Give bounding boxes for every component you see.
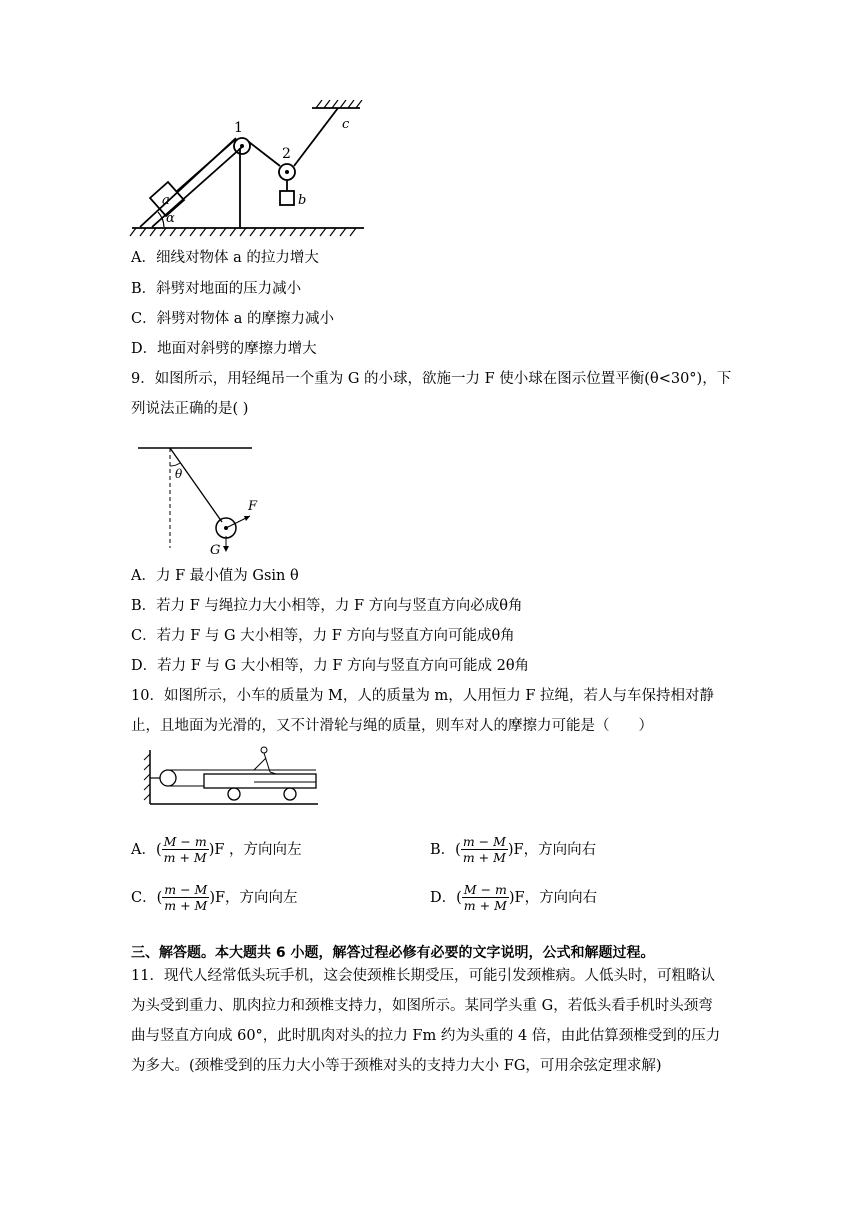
q10-option-b-letter: B．( [430,841,461,858]
q10-option-d-denominator: m + M [463,898,507,913]
q10-option-d-fraction [462,882,509,913]
q10-option-c-fraction [162,882,209,913]
q10-option-c-denominator: m + M [164,898,208,913]
q10-option-a-numerator: M − m [163,834,207,849]
q11-line-4: 为多大。(颈椎受到的压力大小等于颈椎对头的支持力大小 FG，可用余弦定理求解) [131,1058,662,1074]
q9-label-f: F [248,499,258,514]
q8-label-alpha: α [166,211,175,226]
q8-option-b: B．斜劈对地面的压力减小 [131,281,302,297]
q10-stem-line-1: 10．如图所示，小车的质量为 M，人的质量为 m，人用恒力 F 拉绳，若人与车保持相对静 [131,688,715,704]
section-3-heading: 三、解答题。本大题共 6 小题，解答过程必修有必要的文字说明，公式和解题过程。 [131,945,655,961]
q8-label-c: c [342,117,350,132]
q8-option-d: D．地面对斜劈的摩擦力增大 [131,341,317,357]
q10-option-b-tail: )F，方向向右 [507,841,597,858]
q9-figure [134,440,260,560]
q10-option-d-letter: D．( [430,889,462,906]
q10-option-a-letter: A．( [131,841,162,858]
q10-option-d-tail: )F，方向向右 [508,889,598,906]
q10-option-c [131,882,298,913]
q11-line-2: 为头受到重力、肌肉拉力和颈椎支持力，如图所示。某同学头重 G，若低头看手机时头颈弯 [131,998,713,1014]
q10-option-d-numerator: M − m [463,882,507,897]
q8-label-1: 1 [234,120,243,136]
q9-option-b: B．若力 F 与绳拉力大小相等，力 F 方向与竖直方向必成θ角 [131,598,523,614]
q10-option-a-denominator: m + M [163,850,207,865]
q10-option-d [430,882,597,913]
q10-option-a [131,834,302,865]
q8-label-a: a [162,193,170,208]
q10-option-c-tail: )F，方向向左 [209,889,298,906]
q10-option-c-letter: C．( [131,889,163,906]
q10-stem-line-2: 止，且地面为光滑的，又不计滑轮与绳的质量，则车对人的摩擦力可能是（ ） [131,718,653,734]
q11-line-1: 11．现代人经常低头玩手机，这会使颈椎长期受压，可能引发颈椎病。人低头时，可粗略认 [131,968,715,984]
q11-line-3: 曲与竖直方向成 60°，此时肌肉对头的拉力 Fm 约为头重的 4 倍，由此估算颈椎受到的压力 [131,1028,721,1044]
q9-stem-line-2: 列说法正确的是( ) [131,401,249,417]
q9-option-d: D．若力 F 与 G 大小相等，力 F 方向与竖直方向可能成 2θ角 [131,658,530,674]
q10-option-b-fraction [461,834,508,865]
q8-option-a: A．细线对物体 a 的拉力增大 [131,250,319,266]
q10-option-a-tail: )F ，方向向左 [208,841,302,858]
q8-label-b: b [298,193,307,208]
q8-figure [128,100,368,240]
q9-option-c: C．若力 F 与 G 大小相等，力 F 方向与竖直方向可能成θ角 [131,628,515,644]
q10-option-b [430,834,596,865]
q10-option-c-numerator: m − M [164,882,208,897]
q8-label-2: 2 [282,146,291,162]
q9-option-a: A．力 F 最小值为 Gsin θ [131,568,299,584]
q9-label-theta: θ [175,467,183,481]
q9-stem-line-1: 9．如图所示，用轻绳吊一个重为 G 的小球，欲施一力 F 使小球在图示位置平衡(θ<30°)，下 [131,371,732,387]
q10-option-b-denominator: m + M [462,850,506,865]
q10-figure [142,744,320,812]
q10-option-b-numerator: m − M [462,834,506,849]
q10-option-a-fraction [162,834,209,865]
q8-option-c: C．斜劈对物体 a 的摩擦力减小 [131,311,334,327]
q9-label-g: G [210,543,221,558]
